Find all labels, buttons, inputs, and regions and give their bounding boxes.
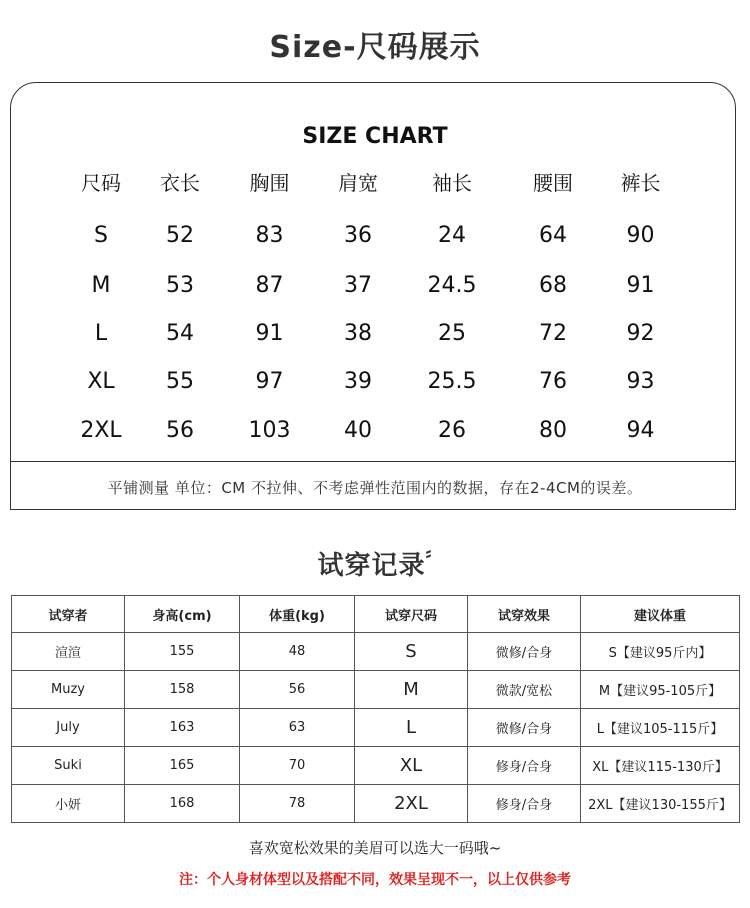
cell: 微款/宽松 xyxy=(468,671,581,709)
cell: 40 xyxy=(344,418,372,443)
size-row-l xyxy=(62,321,682,346)
cell: 修身/合身 xyxy=(468,785,581,823)
cell: Muzy xyxy=(12,671,125,709)
disclaimer-note: 注：个人身材体型以及搭配不同，效果呈现不一，以上仅供参考 xyxy=(179,872,571,888)
cell: 92 xyxy=(626,321,655,346)
header-cell: 建议体重 xyxy=(581,596,740,633)
header-cell: 身高(cm) xyxy=(125,596,240,633)
cell: 83 xyxy=(255,223,284,248)
header-cell: 腰围 xyxy=(533,171,573,195)
header-cell: 肩宽 xyxy=(338,171,378,195)
cell: L xyxy=(94,321,108,346)
header-cell: 裤长 xyxy=(620,171,661,195)
cell: 25.5 xyxy=(427,369,477,394)
cell: 97 xyxy=(255,369,284,394)
squiggle-decoration: ⸗ xyxy=(425,543,433,564)
tryon-header-row xyxy=(12,596,740,633)
cell: 39 xyxy=(344,369,372,394)
cell: XL xyxy=(355,747,468,785)
header-cell: 试穿尺码 xyxy=(355,596,468,633)
cell: 70 xyxy=(240,747,355,785)
cell: 36 xyxy=(344,223,372,248)
cell: 78 xyxy=(240,785,355,823)
cell: M xyxy=(355,671,468,709)
cell: 52 xyxy=(166,223,194,248)
cell: 修身/合身 xyxy=(468,747,581,785)
cell: 48 xyxy=(240,633,355,671)
cell: 54 xyxy=(166,321,194,346)
cell: 小妍 xyxy=(12,785,125,823)
cell: 64 xyxy=(539,223,567,248)
cell: 158 xyxy=(125,671,240,709)
size-row-m xyxy=(62,273,682,298)
page-title: Size-尺码展示 xyxy=(269,30,481,65)
size-row-s xyxy=(62,223,682,248)
tryon-title-text: 试穿记录 xyxy=(317,551,426,581)
cell: XL【建议115-130斤】 xyxy=(581,747,740,785)
cell: 91 xyxy=(255,321,284,346)
cell: 24.5 xyxy=(427,273,477,298)
size-row-xl xyxy=(62,369,682,394)
cell: 2XL xyxy=(355,785,468,823)
cell: 163 xyxy=(125,709,240,747)
size-chart-divider xyxy=(10,461,736,462)
table-row xyxy=(12,633,740,671)
cell: 53 xyxy=(166,273,194,298)
cell: 38 xyxy=(344,321,372,346)
cell: 76 xyxy=(539,369,567,394)
cell: 37 xyxy=(344,273,372,298)
cell: 渲渲 xyxy=(12,633,125,671)
cell: 26 xyxy=(438,418,466,443)
cell: 63 xyxy=(240,709,355,747)
cell: 103 xyxy=(248,418,291,443)
measurement-note: 平铺测量 单位：CM 不拉伸、不考虑弹性范围内的数据，存在2-4CM的误差。 xyxy=(107,479,643,497)
cell: XL xyxy=(87,369,115,394)
cell: S xyxy=(94,223,108,248)
header-cell: 尺码 xyxy=(81,171,121,195)
header-cell: 胸围 xyxy=(249,171,290,195)
cell: M xyxy=(91,273,111,298)
cell: Suki xyxy=(12,747,125,785)
header-cell: 衣长 xyxy=(160,171,200,195)
cell: 168 xyxy=(125,785,240,823)
size-chart-header-row xyxy=(62,167,682,196)
cell: 56 xyxy=(240,671,355,709)
table-row xyxy=(12,785,740,823)
size-chart-title: SIZE CHART xyxy=(302,124,448,149)
tryon-title xyxy=(0,545,750,582)
tryon-table xyxy=(11,595,740,823)
cell: 2XL xyxy=(80,418,122,443)
header-cell: 袖长 xyxy=(432,171,472,195)
cell: 93 xyxy=(626,369,655,394)
cell: 24 xyxy=(438,223,466,248)
cell: L xyxy=(355,709,468,747)
cell: L【建议105-115斤】 xyxy=(581,709,740,747)
cell: 155 xyxy=(125,633,240,671)
cell: 25 xyxy=(438,321,466,346)
cell: S【建议95斤内】 xyxy=(581,633,740,671)
cell: 72 xyxy=(539,321,567,346)
cell: 56 xyxy=(166,418,194,443)
size-up-tip: 喜欢宽松效果的美眉可以选大一码哦~ xyxy=(248,839,502,857)
cell: 165 xyxy=(125,747,240,785)
header-cell: 试穿者 xyxy=(12,596,125,633)
cell: 微修/合身 xyxy=(468,709,581,747)
cell: S xyxy=(355,633,468,671)
cell: 微修/合身 xyxy=(468,633,581,671)
size-row-2xl xyxy=(62,418,682,443)
header-cell: 试穿效果 xyxy=(468,596,581,633)
cell: 80 xyxy=(539,418,567,443)
cell: 87 xyxy=(255,273,284,298)
table-row xyxy=(12,709,740,747)
cell: 94 xyxy=(626,418,655,443)
cell: 68 xyxy=(539,273,567,298)
table-row xyxy=(12,747,740,785)
header-cell: 体重(kg) xyxy=(240,596,355,633)
cell: 91 xyxy=(626,273,655,298)
cell: 2XL【建议130-155斤】 xyxy=(581,785,740,823)
cell: 55 xyxy=(166,369,194,394)
cell: July xyxy=(12,709,125,747)
table-row xyxy=(12,671,740,709)
cell: M【建议95-105斤】 xyxy=(581,671,740,709)
cell: 90 xyxy=(626,223,655,248)
